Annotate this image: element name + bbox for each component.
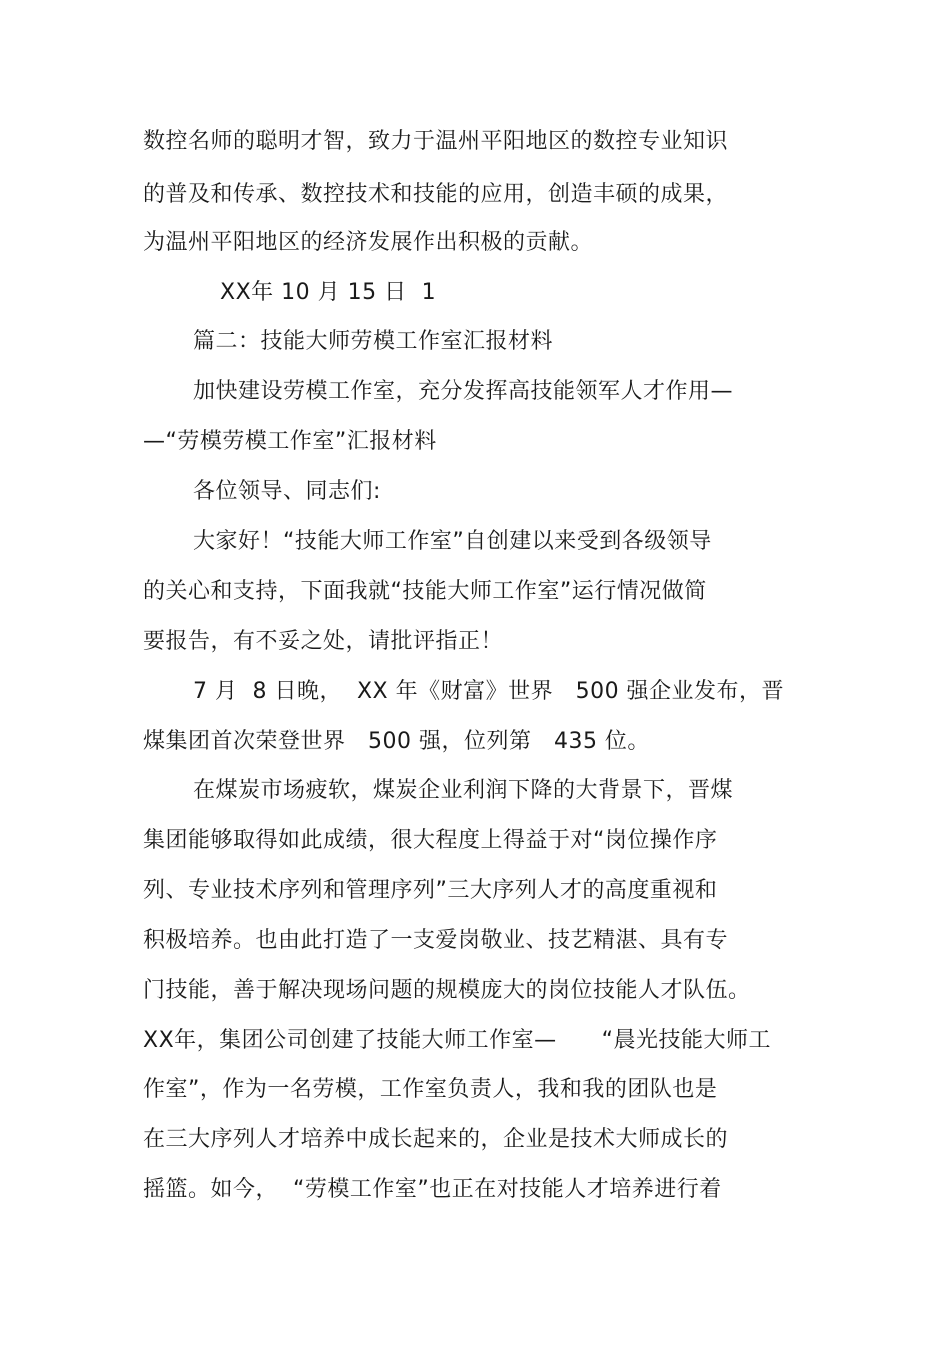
section-title: 篇二：技能大师劳模工作室汇报材料 (193, 329, 554, 354)
text-line: 数控名师的聪明才智，致力于温州平阳地区的数控专业知识 (143, 129, 729, 154)
date-line: XX年 10 月 15 日 1 (220, 280, 437, 305)
text-line: 在煤炭市场疲软，煤炭企业利润下降的大背景下，晋煤 (193, 778, 734, 803)
text-line: 大家好！“技能大师工作室”自创建以来受到各级领导 (193, 529, 712, 554)
text-line: 门技能，善于解决现场问题的规模庞大的岗位技能人才队伍。 (143, 978, 751, 1003)
salutation: 各位领导、同志们: (193, 479, 381, 504)
text-line: 为温州平阳地区的经济发展作出积极的贡献。 (143, 230, 594, 255)
text-line: 的关心和支持，下面我就“技能大师工作室”运行情况做简 (143, 579, 707, 604)
text-line: 要报告，有不妥之处，请批评指正！ (143, 629, 504, 654)
text-line: 作室”，作为一名劳模，工作室负责人，我和我的团队也是 (143, 1077, 718, 1102)
text-line: 加快建设劳模工作室，充分发挥高技能领军人才作用— (193, 379, 734, 404)
text-line: XX年，集团公司创建了技能大师工作室— “晨光技能大师工 (143, 1028, 772, 1053)
text-line: 煤集团首次荣登世界 500 强，位列第 435 位。 (143, 729, 650, 754)
text-line: 列、专业技术序列和管理序列”三大序列人才的高度重视和 (143, 878, 718, 903)
text-line: —“劳模劳模工作室”汇报材料 (143, 429, 437, 454)
text-line: 7 月 8 日晚， XX 年《财富》世界 500 强企业发布，晋 (193, 679, 785, 704)
text-line: 积极培养。也由此打造了一支爱岗敬业、技艺精湛、具有专 (143, 928, 729, 953)
text-line: 的普及和传承、数控技术和技能的应用，创造丰硕的成果， (143, 182, 729, 207)
text-line: 集团能够取得如此成绩，很大程度上得益于对“岗位操作序 (143, 828, 718, 853)
text-line: 摇篮。如今， “劳模工作室”也正在对技能人才培养进行着 (143, 1177, 722, 1202)
text-line: 在三大序列人才培养中成长起来的，企业是技术大师成长的 (143, 1127, 729, 1152)
